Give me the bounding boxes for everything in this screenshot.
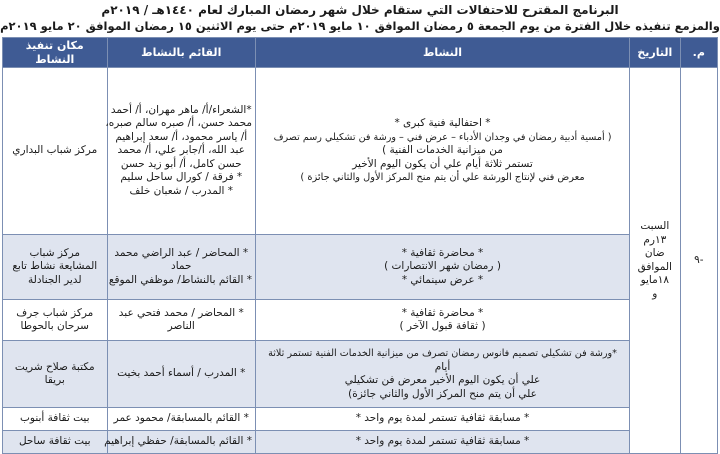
presenter-line: حماد: [171, 260, 192, 273]
presenter-line: * القائم بالنشاط/ موظفي الموقع: [108, 273, 253, 286]
place-line: المشايعة نشاط تابع: [12, 260, 98, 273]
table-row: [3, 341, 718, 408]
presenter-cell: [104, 431, 256, 454]
date-line: ١٣رم: [643, 233, 667, 246]
activity-line: * احتفالية فنية كبرى *: [394, 117, 491, 130]
place-line: بريقا: [44, 374, 65, 386]
table-row: [3, 408, 718, 431]
activity-cell: [256, 341, 630, 408]
date-line: السبت: [640, 220, 670, 232]
activity-line: ( ثقافة قبول الآخر ): [399, 320, 486, 332]
presenter-cell: [107, 341, 256, 408]
presenter-line: محمد حسن، أ/ صبره سالم صبره،: [105, 117, 253, 130]
activity-line: * عرض سينمائي *: [401, 273, 484, 286]
place-line: مركز شباب: [29, 246, 81, 259]
place-cell: [3, 408, 108, 431]
activity-cell: [256, 431, 630, 454]
presenter-line: حسن كامل، أ/ أبو زيد حسن: [120, 157, 242, 170]
place-cell: [3, 235, 108, 300]
place-line: سرحان بالحوطا: [20, 320, 89, 332]
presenter-line: * المحاضر / محمد فتحي عبد: [118, 306, 244, 319]
presenter-cell: [107, 408, 256, 431]
table-row: [3, 431, 718, 454]
header-place: مكان تنفيذ النشاط: [3, 38, 108, 68]
date-line: الموافق: [637, 260, 672, 273]
place-line: مركز شباب جرف: [16, 306, 94, 319]
row-number: -٩: [694, 253, 704, 266]
activity-line: * محاضرة ثقافية *: [401, 306, 484, 319]
activity-line: * محاضرة ثقافية *: [401, 246, 484, 259]
activity-line: من ميزانية الخدمات الفنية ): [382, 144, 503, 157]
activity-cell: [256, 300, 630, 341]
presenter-line: * المدرب / شعبان خلف: [129, 184, 234, 197]
table-row: [3, 235, 718, 300]
place-line: مكتبة صلاح شريت: [14, 360, 95, 373]
place-cell: [3, 68, 108, 235]
activity-cell: [256, 235, 630, 300]
activity-cell: [256, 68, 630, 235]
presenter-line: * القائم بالمسابقة/ محمود عمر: [113, 412, 249, 425]
activity-line: *ورشة فن تشكيلي تصميم فانوس رمضان تصرف من ميزانية الخدمات الفنية تستمر ثلاثة: [268, 348, 617, 359]
place-line: مركز شباب البداري: [12, 144, 98, 157]
presenter-cell: [107, 68, 256, 235]
presenter-line: *الشعراء/أ/ ماهر مهران، أ/ أحمد: [110, 103, 252, 116]
place-line: بيت ثقافة ساحل: [18, 435, 91, 448]
header-num: م.: [680, 38, 717, 68]
document-subtitle: والمزمع تنفيذه خلال الفترة من يوم الجمعة ٥ رمضان الموافق ١٠ مايو ٢٠١٩م حتى يوم الاثنين ١٥ رمضان الموافق ٢٠ مايو ٢٠١٩م: [0, 19, 720, 33]
document-title: البرنامج المقترح للاحتفالات التي ستقام خلال شهر رمضان المبارك لعام ١٤٤٠هـ / ٢٠١٩م: [101, 3, 619, 17]
program-table: [2, 37, 718, 454]
activity-line: أيام: [434, 360, 451, 373]
header-presenter: القائم بالنشاط: [107, 38, 256, 68]
place-line: لدير الجنادلة: [27, 273, 82, 286]
document-page: [0, 2, 720, 448]
presenter-cell: [107, 300, 256, 341]
table-row: [3, 300, 718, 341]
header-activity: النشاط: [256, 38, 630, 68]
presenter-line: عبد الله، أ/جابر علي، أ/ محمد: [117, 144, 245, 157]
presenter-line: * المدرب / أسماء أحمد بخيت: [117, 367, 246, 380]
place-cell: [3, 341, 108, 408]
activity-line: علي أن يكون اليوم الأخير معرض فن تشكيلي: [344, 374, 541, 386]
presenter-line: * القائم بالمسابقة/ حفظي إبراهيم: [104, 435, 253, 448]
activity-line: علي أن يتم منح المركز الأول والثاني جائزة): [348, 387, 537, 400]
table-header-row: [3, 38, 718, 68]
activity-line: ( أمسية أدبية رمضان في وجدان الأدباء – عرض فني – ورشة فن تشكيلي رسم تصرف: [273, 131, 612, 143]
activity-line: * مسابقة ثقافية تستمر لمدة يوم واحد *: [355, 412, 530, 425]
activity-line: تستمر ثلاثة أيام علي أن يكون اليوم الأخير: [352, 157, 533, 170]
date-cell: [630, 68, 681, 454]
presenter-line: * المحاضر / عبد الراضي محمد: [114, 246, 249, 259]
row-number-cell: [680, 68, 717, 454]
activity-line: * مسابقة ثقافية تستمر لمدة يوم واحد *: [355, 435, 530, 448]
date-line: ١٨مايو: [640, 274, 670, 286]
place-line: بيت ثقافة أبنوب: [20, 412, 90, 425]
date-line: و: [652, 287, 658, 300]
presenter-line: * فرقة / كورال ساحل سليم: [120, 171, 243, 184]
presenter-line: الناصر: [167, 320, 195, 332]
header-date: التاريخ: [630, 38, 681, 68]
table-row: [3, 68, 718, 235]
presenter-line: أ/ ياسر محمود، أ/ سعد إبراهيم: [115, 130, 248, 143]
activity-line: معرض فني لإنتاج الورشة علي أن يتم منح المركز الأول والثاني جائزة ): [300, 172, 585, 184]
activity-line: ( رمضان شهر الانتصارات ): [384, 260, 501, 273]
place-cell: [3, 300, 108, 341]
place-cell: [3, 431, 108, 454]
date-line: ضان: [644, 247, 665, 259]
activity-cell: [256, 408, 630, 431]
presenter-cell: [107, 235, 256, 300]
